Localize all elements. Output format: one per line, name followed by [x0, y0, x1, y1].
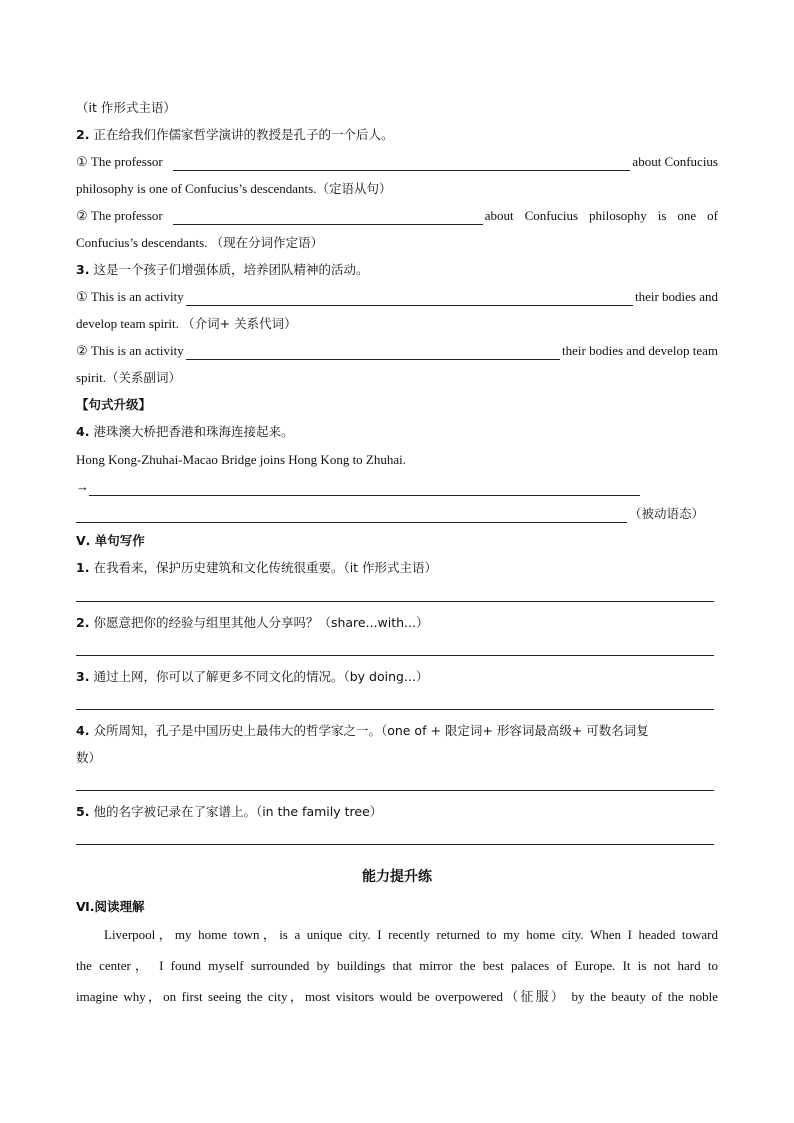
writing-item-1	[76, 559, 437, 577]
upgrade-sentence: Hong Kong-Zhuhai-Macao Bridge joins Hong Kong to Zhuhai.	[76, 452, 407, 467]
answer-blank[interactable]	[186, 292, 633, 306]
q2-option-b-line	[76, 207, 718, 225]
option-mark: ②	[76, 208, 88, 223]
intro-note: （it 作形式主语）	[76, 100, 176, 115]
writing-item-4	[76, 722, 649, 740]
grammar-hint: （in the family tree）	[255, 804, 383, 819]
grammar-hint: （it 作形式主语）	[343, 560, 438, 575]
writing-item-5	[76, 803, 382, 821]
answer-blank[interactable]	[173, 211, 483, 225]
q2-option-a-line	[76, 153, 718, 171]
option-start: The professor	[90, 208, 163, 223]
option-continuation: philosophy is one of Confucius’s descendants.	[76, 181, 317, 196]
reading-paragraph-line: Liverpool，my home town，is a unique city. I recently returned to my home city. When I headed toward	[104, 927, 718, 942]
q3-option-b-line	[76, 342, 718, 360]
item-number: 4.	[76, 723, 90, 738]
answer-blank[interactable]	[89, 482, 640, 496]
option-continuation: spirit.	[76, 370, 106, 385]
item-text: 你愿意把你的经验与组里其他人分享吗？	[93, 615, 319, 630]
option-end: about Confucius philosophy is one of	[484, 208, 718, 223]
q2-option-a-line2	[76, 180, 392, 198]
question-2	[76, 126, 393, 144]
answer-blank[interactable]	[76, 509, 627, 523]
option-end: their bodies and	[634, 289, 718, 304]
question-text: 正在给我们作儒家哲学演讲的教授是孔子的一个后人。	[93, 127, 394, 142]
question-number: 4.	[76, 424, 90, 439]
option-continuation: develop team spirit.	[76, 316, 179, 331]
q3-option-b-line2	[76, 369, 181, 387]
item-text: 他的名字被记录在了家谱上。	[93, 804, 256, 819]
option-end: their bodies and develop team	[562, 343, 718, 358]
upgrade-heading: 【句式升级】	[76, 397, 152, 412]
section-6-heading: Ⅵ.阅读理解	[76, 899, 145, 914]
answer-blank[interactable]	[173, 157, 631, 171]
option-start: This is an activity	[90, 343, 184, 358]
item-number: 3.	[76, 669, 90, 684]
question-3	[76, 261, 368, 279]
option-start: This is an activity	[90, 289, 184, 304]
item-number: 5.	[76, 804, 90, 819]
writing-item-4-cont: 数）	[76, 750, 102, 765]
option-continuation: Confucius’s descendants.	[76, 235, 208, 250]
answer-line-5[interactable]	[76, 844, 714, 845]
upgrade-answer-line-2	[76, 505, 704, 523]
grammar-hint: （one of + 限定词+ 形容词最高级+ 可数名词复	[380, 723, 649, 738]
item-number: 1.	[76, 560, 90, 575]
item-text: 在我看来，保护历史建筑和文化传统很重要。	[93, 560, 344, 575]
question-number: 2.	[76, 127, 90, 142]
q3-option-a-line	[76, 288, 718, 306]
grammar-hint: （定语从句）	[316, 181, 392, 196]
answer-line-2[interactable]	[76, 655, 714, 656]
grammar-hint: （介词+ 关系代词）	[182, 316, 297, 331]
upgrade-answer-line-1	[76, 478, 640, 496]
grammar-hint: （被动语态）	[628, 506, 704, 521]
section-5-heading: Ⅴ. 单句写作	[76, 533, 145, 548]
question-text: 港珠澳大桥把香港和珠海连接起来。	[93, 424, 294, 439]
answer-line-1[interactable]	[76, 601, 714, 602]
reading-paragraph-line: the center， I found myself surrounded by buildings that mirror the best palaces of Europe. It is not hard to	[76, 958, 718, 973]
item-text: 通过上网，你可以了解更多不同文化的情况。	[93, 669, 344, 684]
item-text: 众所周知，孔子是中国历史上最伟大的哲学家之一。	[93, 723, 381, 738]
answer-blank[interactable]	[186, 346, 560, 360]
question-4-upgrade	[76, 423, 293, 441]
option-start: The professor	[90, 154, 163, 169]
reading-paragraph-line: imagine why，on first seeing the city，most visitors would be overpowered（征服） by the beauty of the noble	[76, 989, 718, 1004]
option-mark: ①	[76, 289, 88, 304]
answer-line-3[interactable]	[76, 709, 714, 710]
option-mark: ②	[76, 343, 88, 358]
q3-option-a-line2	[76, 315, 297, 333]
grammar-hint: （share...with...）	[318, 615, 429, 630]
grammar-hint: （by doing...）	[343, 669, 429, 684]
item-number: 2.	[76, 615, 90, 630]
option-end: about Confucius	[632, 154, 718, 169]
grammar-hint: （关系副词）	[105, 370, 181, 385]
grammar-hint: （现在分词作定语）	[210, 235, 324, 250]
question-text: 这是一个孩子们增强体质，培养团队精神的活动。	[93, 262, 369, 277]
q2-option-b-line2	[76, 234, 323, 252]
writing-item-3	[76, 668, 428, 686]
option-mark: ①	[76, 154, 88, 169]
section-title: 能力提升练	[362, 869, 432, 885]
arrow-icon: →	[76, 479, 89, 494]
writing-item-2	[76, 614, 428, 632]
question-number: 3.	[76, 262, 90, 277]
answer-line-4[interactable]	[76, 790, 714, 791]
